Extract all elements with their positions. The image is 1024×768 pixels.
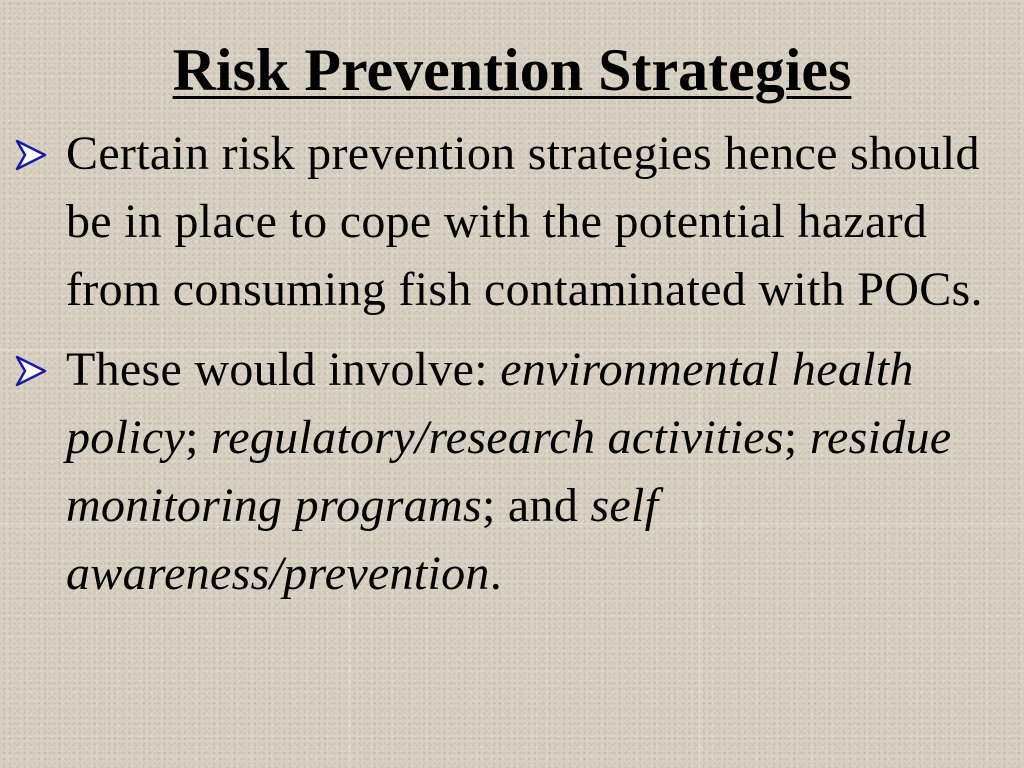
strategy-item: regulatory/research activities <box>211 411 784 464</box>
bullet-item <box>14 336 1004 608</box>
bullet-intro: These would involve: <box>66 343 501 396</box>
slide-title: Risk Prevention Strategies <box>172 37 852 103</box>
arrowhead-bullet-icon <box>14 120 66 188</box>
separator: ; and <box>481 479 591 532</box>
strategy-item: self awareness/prevention <box>66 479 659 600</box>
separator: ; <box>185 411 212 464</box>
bullet-text: Certain risk prevention strategies hence should be in place to cope with the potential hazard from consuming fish contaminated with POCs. <box>66 127 983 316</box>
strategy-item: residue monitoring programs <box>66 411 952 532</box>
separator: ; <box>783 411 810 464</box>
arrowhead-bullet-icon <box>14 336 66 404</box>
bullet-list <box>14 120 1004 608</box>
strategy-item: environmental health policy <box>66 343 914 464</box>
bullet-item <box>14 120 1004 324</box>
end-punctuation: . <box>489 547 503 600</box>
bullet-text <box>66 336 1004 608</box>
slide-title-container <box>0 30 1024 110</box>
